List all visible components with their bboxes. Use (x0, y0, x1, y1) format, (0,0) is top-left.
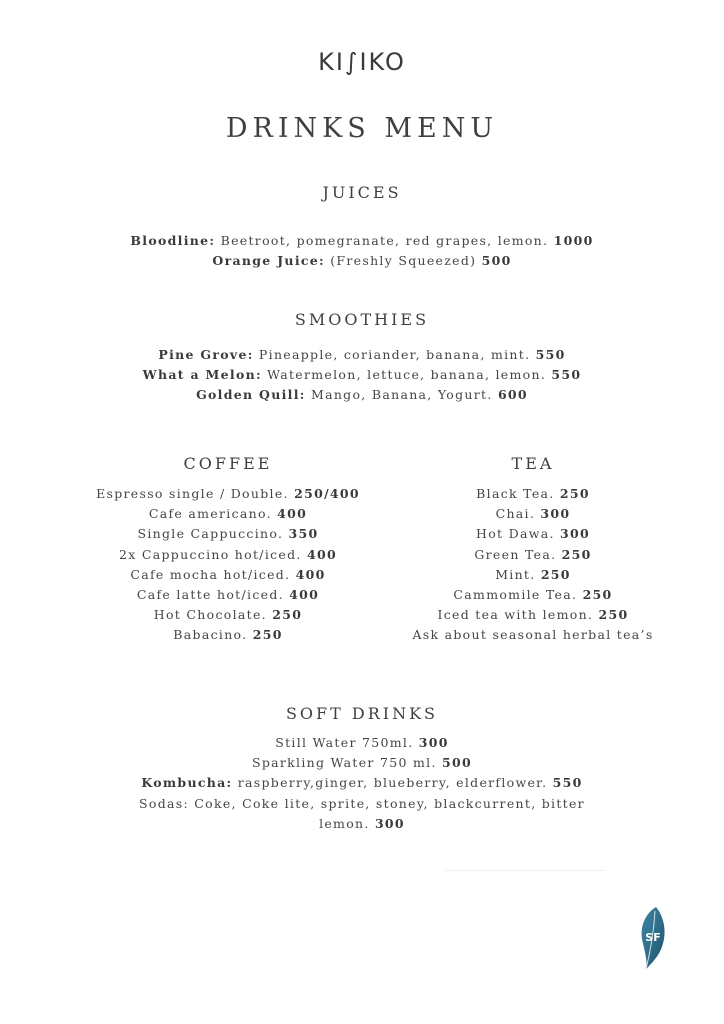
list-item: What a Melon: Watermelon, lettuce, banana, lemon. 550 (142, 367, 582, 383)
tea-heading: TEA (511, 454, 555, 473)
list-item: Babacino. 250 (173, 627, 283, 643)
list-item: Green Tea. 250 (474, 546, 592, 562)
list-item: Cafe mocha hot/iced. 400 (130, 566, 326, 582)
smoothies-list (0, 345, 724, 406)
sf-badge-text: SF (645, 931, 661, 944)
list-item: Black Tea. 250 (476, 486, 590, 501)
list-item: Bloodline: Beetroot, pomegranate, red grapes, lemon. 1000 (130, 233, 594, 248)
list-item: Espresso single / Double. 250/400 (96, 486, 360, 501)
tea-list (378, 484, 688, 646)
list-item: Single Cappuccino. 350 (137, 526, 319, 542)
list-item: Hot Dawa. 300 (476, 526, 590, 542)
list-item: Sparkling Water 750 ml. 500 (251, 755, 472, 771)
list-item: Cammomile Tea. 250 (453, 587, 613, 603)
list-item: Still Water 750ml. 300 (275, 735, 449, 750)
juices-list (0, 231, 724, 271)
coffee-list (60, 484, 396, 646)
soft-drinks-list (122, 733, 602, 834)
soft-drinks-heading: SOFT DRINKS (285, 704, 439, 723)
feather-icon (636, 905, 670, 971)
list-item: Pine Grove: Pineapple, coriander, banana, mint. 550 (158, 347, 566, 362)
juices-heading: JUICES (322, 183, 402, 202)
sf-feather-badge (636, 905, 670, 971)
list-item: Hot Chocolate. 250 (153, 607, 303, 623)
list-item: Golden Quill: Mango, Banana, Yogurt. 600 (196, 387, 528, 403)
list-item: Mint. 250 (495, 566, 571, 582)
list-item: Sodas: Coke, Coke lite, sprite, stoney, blackcurrent, bitter lemon. 300 (139, 795, 585, 831)
smoothies-heading: SMOOTHIES (294, 310, 430, 329)
list-item: Kombucha: raspberry,ginger, blueberry, elderflower. 550 (141, 775, 583, 791)
list-item: Chai. 300 (495, 506, 571, 522)
list-item: Iced tea with lemon. 250 (437, 607, 629, 623)
brand-logo: KI∫IKO (318, 48, 406, 76)
list-item: Ask about seasonal herbal tea’s (412, 627, 654, 643)
list-item: 2x Cappuccino hot/iced. 400 (119, 546, 337, 562)
list-item: Orange Juice: (Freshly Squeezed) 500 (212, 253, 512, 269)
page-title: DRINKS MENU (225, 113, 499, 144)
divider (445, 870, 605, 871)
list-item: Cafe latte hot/iced. 400 (136, 587, 320, 603)
list-item: Cafe americano. 400 (148, 506, 308, 522)
coffee-heading: COFFEE (183, 454, 273, 473)
